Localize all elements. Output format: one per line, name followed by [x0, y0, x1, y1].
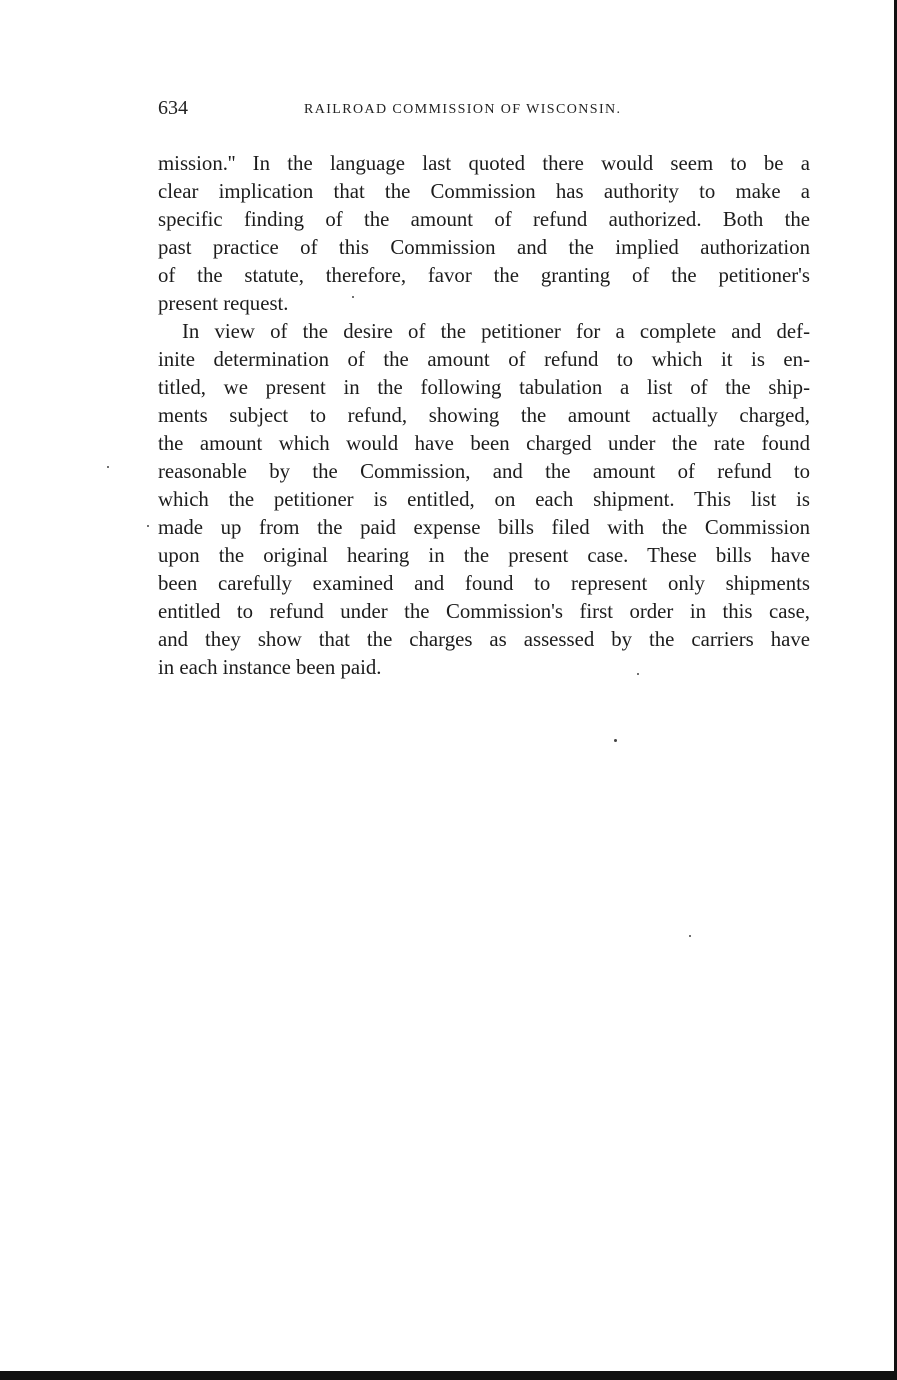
scan-border-bottom: [0, 1371, 897, 1380]
text-line: clear implication that the Commission has authority to make a: [158, 180, 810, 203]
body-text: [158, 150, 810, 682]
text-line: titled, we present in the following tabulation a list of the ship-: [158, 376, 810, 399]
paragraph-1: [158, 150, 810, 318]
paragraph-2: [158, 318, 810, 682]
text-line: in each instance been paid.: [158, 656, 382, 679]
text-line: of the statute, therefore, favor the granting of the petitioner's: [158, 264, 810, 287]
scan-speck: [107, 466, 109, 468]
page-header: [158, 97, 810, 125]
text-line: present request.: [158, 292, 289, 315]
text-line: In view of the desire of the petitioner for a complete and def-: [182, 320, 810, 343]
text-line: and they show that the charges as assessed by the carriers have: [158, 628, 810, 651]
text-line: inite determination of the amount of refund to which it is en-: [158, 348, 810, 371]
text-line: mission.'' In the language last quoted there would seem to be a: [158, 152, 810, 175]
text-line: which the petitioner is entitled, on each shipment. This list is: [158, 488, 810, 511]
text-line: specific finding of the amount of refund authorized. Both the: [158, 208, 810, 231]
scan-speck: [614, 739, 617, 742]
text-line: past practice of this Commission and the implied authorization: [158, 236, 810, 259]
page-number: 634: [158, 97, 188, 119]
text-line: entitled to refund under the Commission's first order in this case,: [158, 600, 810, 623]
text-line: upon the original hearing in the present case. These bills have: [158, 544, 810, 567]
text-line: been carefully examined and found to represent only shipments: [158, 572, 810, 595]
text-line: made up from the paid expense bills filed with the Commission: [158, 516, 810, 539]
scan-speck: [147, 525, 149, 527]
text-line: the amount which would have been charged under the rate found: [158, 432, 810, 455]
scan-speck: [637, 673, 639, 675]
text-line: reasonable by the Commission, and the amount of refund to: [158, 460, 810, 483]
scan-speck: [352, 296, 354, 298]
text-line: ments subject to refund, showing the amount actually charged,: [158, 404, 810, 427]
scan-speck: [689, 935, 691, 937]
running-head: RAILROAD COMMISSION OF WISCONSIN.: [304, 102, 622, 117]
